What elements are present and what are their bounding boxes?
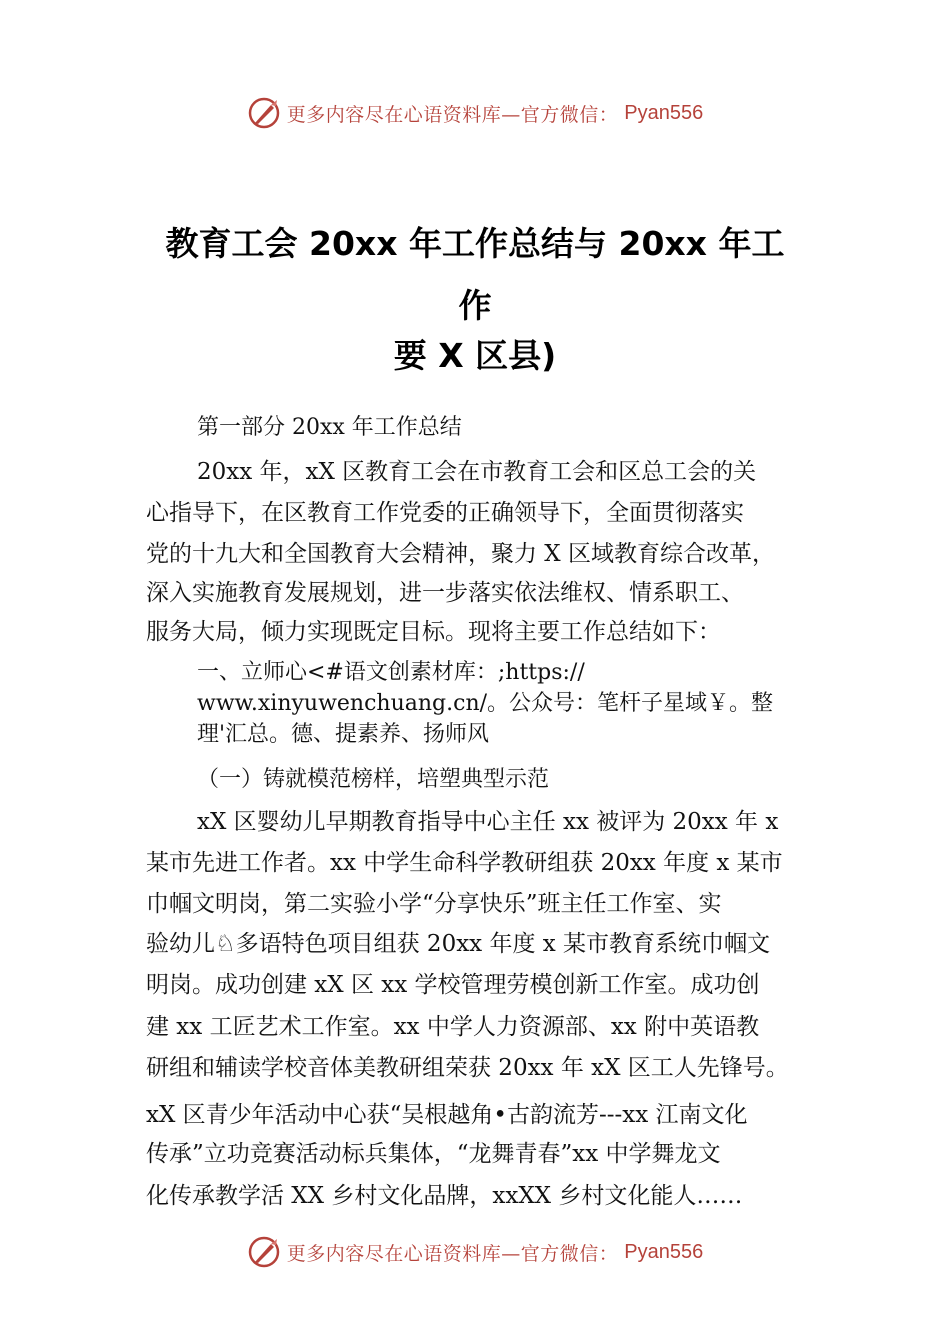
watermark-wechat-id: Pyan556	[624, 1240, 704, 1263]
paragraph-line: 心指导下，在区教育工作党委的正确领导下，全面贯彻落实	[146, 500, 744, 526]
watermark-banner-bottom	[0, 1232, 950, 1272]
paragraph-line: 验幼儿♘多语特色项目组获 20xx 年度 x 某市教育系统巾帼文	[146, 931, 771, 957]
quill-logo-icon	[247, 96, 281, 130]
paragraph-line: xX 区青少年活动中心获“吴根越角•古韵流芳---xx 江南文化	[146, 1102, 748, 1128]
paragraph-line: 深入实施教育发展规划，进一步落实依法维权、情系职工、	[146, 580, 744, 606]
subsection-heading: 一、立师心<#语文创素材库：;https://	[197, 660, 585, 685]
document-title-line-2: 作	[458, 286, 492, 325]
paragraph-line: 20xx 年，xX 区教育工会在市教育工会和区总工会的关	[197, 459, 757, 485]
paragraph-line: 党的十九大和全国教育大会精神，聚力 X 区域教育综合改革，	[146, 541, 775, 567]
paragraph-line: 研组和辅读学校音体美教研组荣获 20xx 年 xX 区工人先锋号。	[146, 1055, 789, 1081]
section-heading: 第一部分 20xx 年工作总结	[197, 415, 462, 440]
paragraph-line: 传承”立功竞赛活动标兵集体，“龙舞青春”xx 中学舞龙文	[146, 1141, 721, 1167]
document-title-line-3: 要 X 区县)	[393, 336, 557, 375]
paragraph-line: 巾帼文明岗，第二实验小学“分享快乐”班主任工作室、实	[146, 891, 722, 917]
paragraph-line: 化传承教学活 XX 乡村文化品牌，xxXX 乡村文化能人……	[146, 1183, 743, 1209]
subsection-heading-cont: 理'汇总。德、提素养、扬师风	[197, 722, 490, 747]
quill-logo-icon	[247, 1235, 281, 1269]
watermark-banner-top	[0, 93, 950, 133]
paragraph-line: 某市先进工作者。xx 中学生命科学教研组获 20xx 年度 x 某市	[146, 850, 783, 876]
watermark-text: 更多内容尽在心语资料库—官方微信：	[286, 1242, 619, 1265]
paragraph-line: 服务大局，倾力实现既定目标。现将主要工作总结如下：	[146, 619, 721, 645]
paragraph-line: 建 xx 工匠艺术工作室。xx 中学人力资源部、xx 附中英语教	[146, 1014, 760, 1040]
sub-subsection-heading: （一）铸就模范榜样，培塑典型示范	[197, 767, 550, 792]
watermark-wechat-id: Pyan556	[624, 101, 704, 124]
subsection-heading-cont: www.xinyuwenchuang.cn/。公众号：笔杆子星域￥。整	[197, 691, 774, 716]
watermark-text: 更多内容尽在心语资料库—官方微信：	[286, 103, 619, 126]
document-title-line-1: 教育工会 20xx 年工作总结与 20xx 年工	[165, 224, 785, 263]
paragraph-line: xX 区婴幼儿早期教育指导中心主任 xx 被评为 20xx 年 x	[197, 809, 779, 835]
paragraph-line: 明岗。成功创建 xX 区 xx 学校管理劳模创新工作室。成功创	[146, 972, 760, 998]
